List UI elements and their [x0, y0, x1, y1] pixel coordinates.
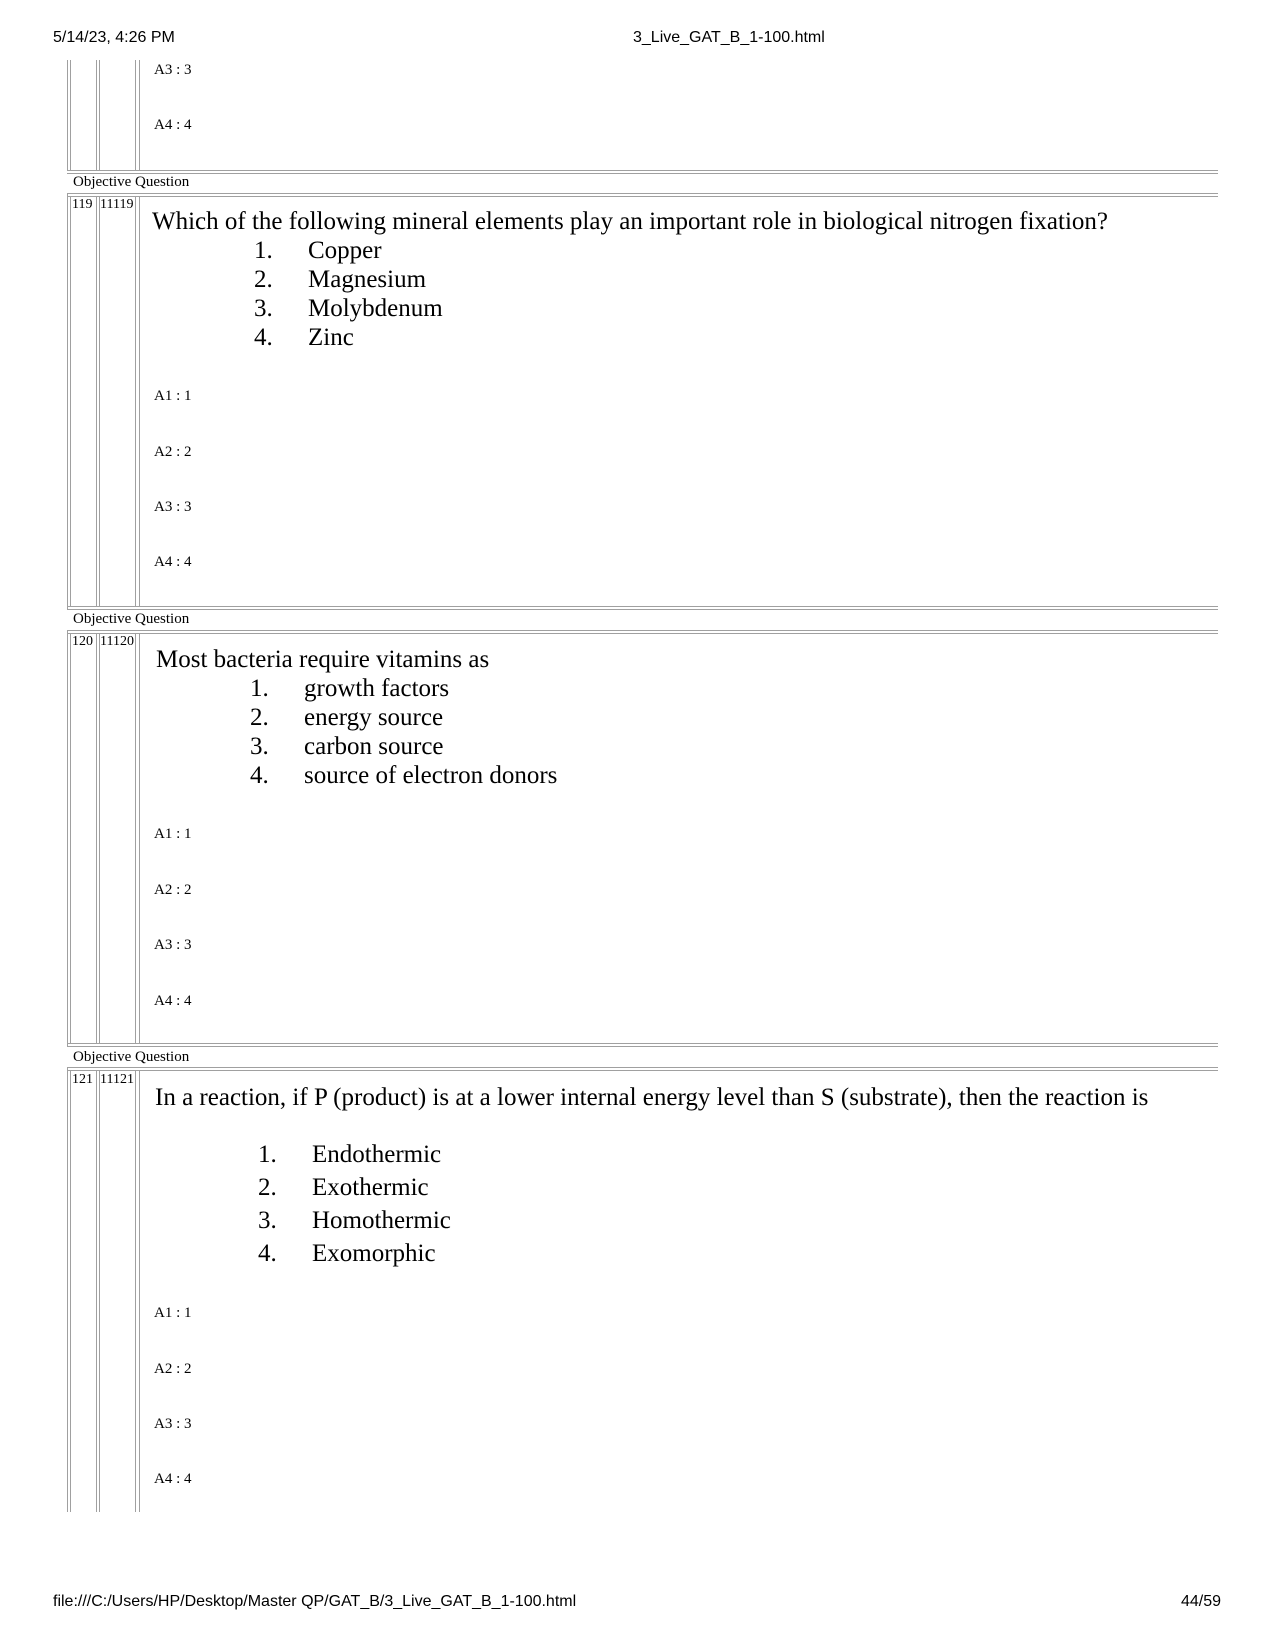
answer-option: A4 : 4: [154, 117, 192, 133]
option-number: 2.: [254, 266, 273, 293]
answer-option: A3 : 3: [154, 499, 192, 515]
question-type-label: Objective Question: [73, 1049, 190, 1065]
option-text: Exothermic: [312, 1174, 429, 1201]
answer-option: A2 : 2: [154, 882, 192, 898]
question-type-label: Objective Question: [73, 611, 190, 627]
question-serial: 121: [72, 1072, 93, 1087]
answer-option: A2 : 2: [154, 444, 192, 460]
print-header: [0, 29, 1275, 51]
option-text: carbon source: [304, 733, 444, 760]
answer-option: A1 : 1: [154, 1305, 192, 1321]
option-text: Magnesium: [308, 266, 427, 293]
option-number: 3.: [250, 733, 269, 760]
answer-option: A4 : 4: [154, 993, 192, 1009]
option-text: energy source: [304, 704, 444, 731]
question-id: 11119: [100, 197, 134, 212]
option-number: 1.: [258, 1141, 277, 1168]
answer-option: A3 : 3: [154, 62, 192, 78]
option-text: Molybdenum: [308, 295, 443, 322]
option-text: Homothermic: [312, 1207, 451, 1234]
option-text: Copper: [308, 237, 382, 264]
print-file-url: file:///C:/Users/HP/Desktop/Master QP/GAT_B/3_Live_GAT_B_1-100.html: [53, 1593, 577, 1610]
answer-option: A1 : 1: [154, 826, 192, 842]
option-number: 2.: [258, 1174, 277, 1201]
answer-option: A4 : 4: [154, 1471, 192, 1487]
answer-option: A2 : 2: [154, 1361, 192, 1377]
option-number: 2.: [250, 704, 269, 731]
answer-option: A3 : 3: [154, 1416, 192, 1432]
option-number: 1.: [250, 675, 269, 702]
question-serial: 120: [72, 634, 93, 649]
question-text: Most bacteria require vitamins as: [156, 646, 490, 673]
answer-option: A3 : 3: [154, 937, 192, 953]
option-text: growth factors: [304, 675, 450, 702]
answer-option: A1 : 1: [154, 388, 192, 404]
question-serial: 119: [72, 197, 93, 212]
question-text: Which of the following mineral elements play an important role in biological nitrogen fixation?: [152, 208, 1108, 235]
question-id: 11120: [100, 634, 134, 649]
option-number: 3.: [258, 1207, 277, 1234]
option-text: Exomorphic: [312, 1240, 436, 1267]
question-type-label: Objective Question: [73, 174, 190, 190]
question-id: 11121: [100, 1072, 134, 1087]
option-number: 4.: [254, 324, 273, 351]
option-number: 4.: [258, 1240, 277, 1267]
question-text: In a reaction, if P (product) is at a lower internal energy level than S (substrate), then the reaction is: [155, 1084, 1149, 1111]
option-number: 4.: [250, 762, 269, 789]
print-document-title: 3_Live_GAT_B_1-100.html: [633, 29, 825, 46]
option-text: Endothermic: [312, 1141, 442, 1168]
option-number: 1.: [254, 237, 273, 264]
print-datetime: 5/14/23, 4:26 PM: [53, 29, 175, 46]
print-footer: [0, 1593, 1275, 1615]
answer-option: A4 : 4: [154, 554, 192, 570]
option-text: source of electron donors: [304, 762, 558, 789]
option-text: Zinc: [308, 324, 354, 351]
print-page-number: 44/59: [1180, 1593, 1221, 1610]
option-number: 3.: [254, 295, 273, 322]
